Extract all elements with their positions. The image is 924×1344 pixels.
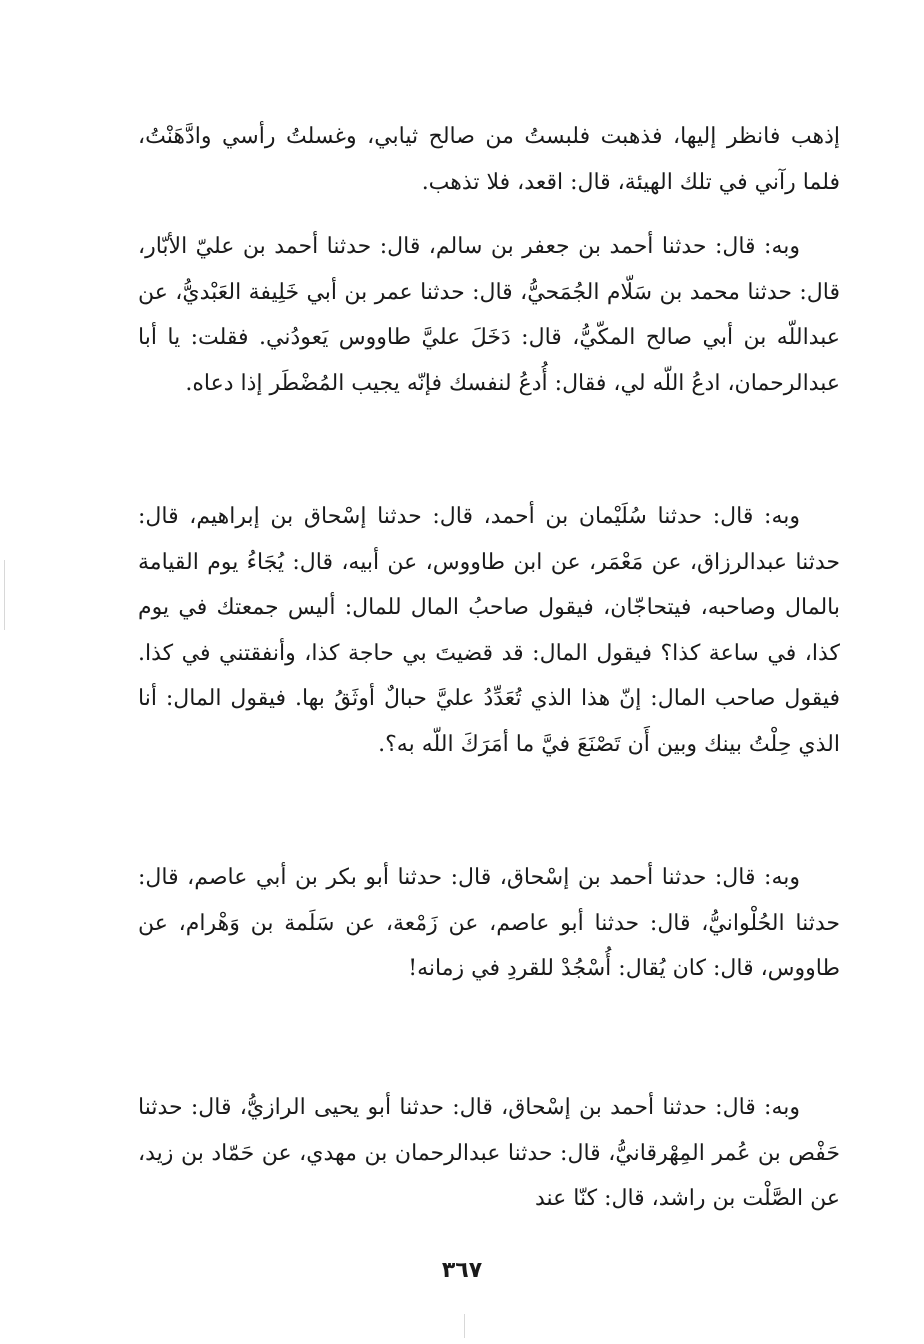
paragraph-text: وبه: قال: حدثنا أحمد بن إسْحاق، قال: حدثنا أبو بكر بن أبي عاصم، قال: حدثنا الحُلْوانيُّ، قال: حدثنا أبو عاصم، عن زَمْعة، عن سَلَمة بن وَهْرام، عن طاووس، قال: كان يُقال: أُسْجُدْ للقردِ في زمانه! [138,865,840,981]
scan-margin-line [4,560,5,630]
paragraph-text: وبه: قال: حدثنا سُلَيْمان بن أحمد، قال: حدثنا إسْحاق بن إبراهيم، قال: حدثنا عبدالرزاق، عن مَعْمَر، عن ابن طاووس، عن أبيه، قال: يُجَاءُ يوم القيامة بالمال وصاحبه، فيتحاجّان، فيقول صاحبُ المال للمال: أليس جمعتك في يوم كذا، في ساعة كذا؟ فيقول المال: قد قضيتَ بي حاجة كذا، وأنفقتني في كذا. فيقول صاحب المال: إنّ هذا الذي تُعَدِّدُ عليَّ حبالٌ أوثَقُ بها. فيقول المال: أنا الذي حِلْتُ بينك وبين أَن تَصْنَعَ فيَّ ما أمَرَكَ اللّه به؟. [138,504,840,757]
scan-margin-line [464,1314,465,1338]
paragraph-text: وبه: قال: حدثنا أحمد بن جعفر بن سالم، قال: حدثنا أحمد بن عليّ الأبّار، قال: حدثنا محمد بن سَلّام الجُمَحيُّ، قال: حدثنا عمر بن أبي خَلِيفة العَبْديُّ، عن عبداللّه بن أبي صالح المكّيُّ، قال: دَخَلَ عليَّ طاووس يَعودُني. فقلت: يا أبا عبدالرحمان، ادعُ اللّه لي، فقال: أُدعُ لنفسك فإنّه يجيب المُضْطَر إذا دعاه. [138,234,840,396]
paragraph-5 [138,1085,840,1222]
paragraph-text: وبه: قال: حدثنا أحمد بن إسْحاق، قال: حدثنا أبو يحيى الرازيُّ، قال: حدثنا حَفْص بن عُمر المِهْرقانيُّ، قال: حدثنا عبدالرحمان بن مهدي، عن حَمّاد بن زيد، عن الصَّلْت بن راشد، قال: كنّا عند [138,1095,840,1211]
paragraph-3 [138,494,840,767]
page-number: ٣٦٧ [441,1258,483,1283]
paragraph-1 [138,114,840,205]
paragraph-text: إذهب فانظر إليها، فذهبت فلبستُ من صالح ثيابي، وغسلتُ رأسي وادَّهَنْتُ، فلما رآني في تلك الهيئة، قال: اقعد، فلا تذهب. [138,124,840,195]
paragraph-2 [138,224,840,406]
paragraph-4 [138,855,840,992]
